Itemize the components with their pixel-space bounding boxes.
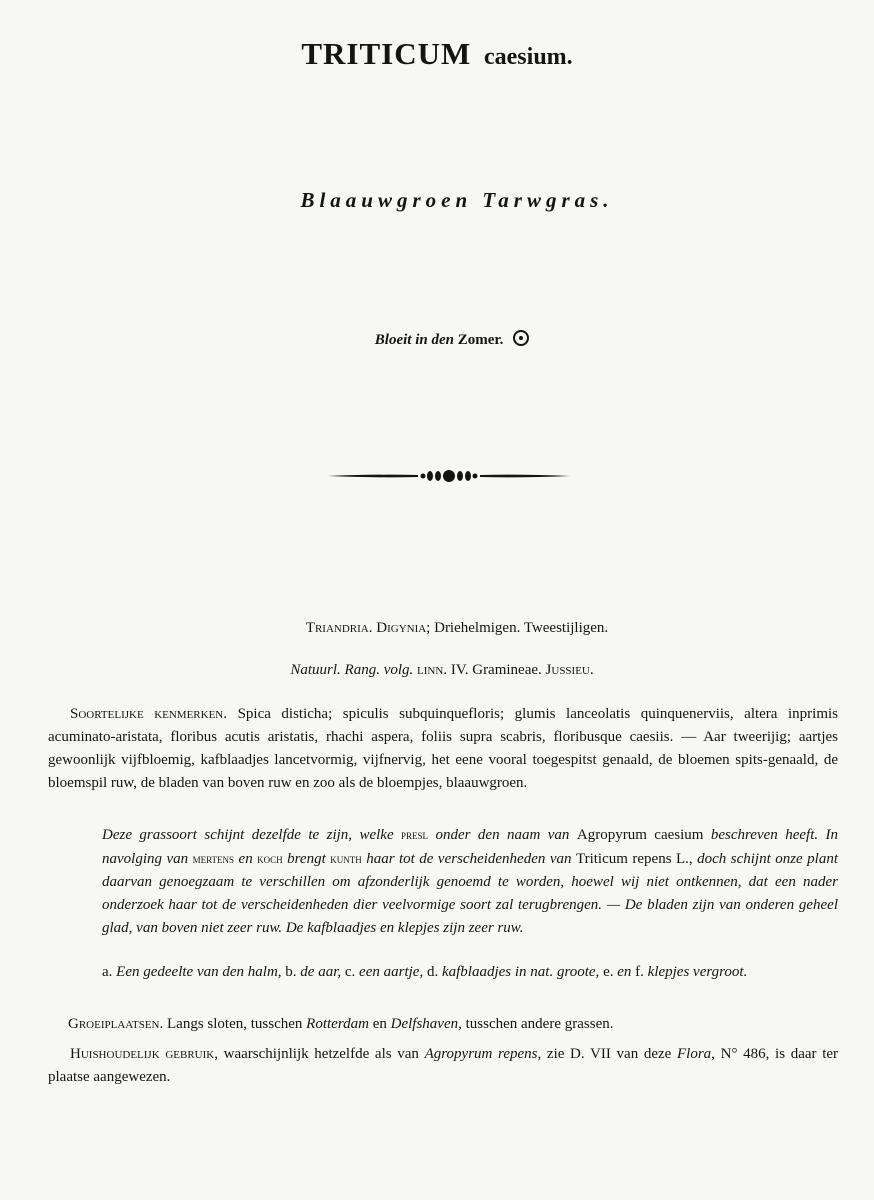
note-text: onder den naam van bbox=[435, 827, 570, 843]
order-latin: Digynia; bbox=[376, 620, 431, 636]
place-rotterdam: Rotterdam bbox=[306, 1016, 369, 1032]
note-text: haar tot de verscheidenheden van bbox=[366, 851, 572, 867]
figure-letter: d. bbox=[426, 964, 439, 980]
remark-paragraph bbox=[102, 823, 838, 940]
habitat-text: tusschen andere grassen. bbox=[465, 1016, 614, 1032]
characters-heading: Soortelijke kenmerken. bbox=[70, 706, 228, 722]
figure-letter: c. bbox=[344, 964, 356, 980]
habitat-paragraph bbox=[68, 1013, 848, 1036]
genus-name: TRITICUM bbox=[301, 36, 472, 71]
use-text: zie D. VII van deze bbox=[546, 1046, 672, 1062]
bloom-season-value: Zomer. bbox=[457, 332, 504, 348]
rank-number: IV. bbox=[450, 662, 469, 678]
author-mertens: mertens bbox=[192, 851, 235, 866]
figure-caption: en bbox=[617, 964, 632, 980]
page-title bbox=[0, 36, 874, 72]
species-triticum-repens: Triticum repens L., bbox=[575, 851, 693, 867]
bloom-season bbox=[0, 330, 874, 349]
author-kunth: kunth bbox=[330, 851, 362, 866]
linnaean-classification bbox=[0, 620, 874, 637]
natural-rank bbox=[0, 662, 874, 679]
figure-caption: Een gedeelte van den halm, bbox=[116, 964, 282, 980]
habitat-text: Langs sloten, tusschen bbox=[167, 1016, 303, 1032]
use-heading: Huishoudelijk gebruik, bbox=[70, 1046, 218, 1062]
figure-legend bbox=[102, 961, 838, 984]
note-text: Deze grassoort schijnt dezelfde te zijn, welke bbox=[102, 827, 394, 843]
annual-symbol-icon bbox=[513, 330, 529, 346]
family-name: Gramineae. bbox=[472, 662, 542, 678]
economic-use-paragraph bbox=[48, 1043, 838, 1089]
figure-letter: a. bbox=[102, 964, 113, 980]
species-characters bbox=[48, 703, 838, 795]
note-text: doch schijnt onze plant daarvan genoegzaam te verschillen om afzonderlijk genoemd te worden, hoewel wij niet ontkennen, dat een nader onderzoek haar tot de verscheidenheden dier veelvormige soort zal terugbrengen. — De bladen zijn van onderen geheel glad, van boven niet zeer ruw. De kafblaadjes en klepjes zijn zeer ruw. bbox=[102, 851, 839, 936]
note-text: beschreven heeft. In navolging van bbox=[102, 827, 839, 867]
figure-caption: klepjes vergroot. bbox=[647, 964, 748, 980]
flora-reference: Flora, bbox=[677, 1046, 715, 1062]
class-dutch: Driehelmigen. bbox=[434, 620, 521, 636]
authority-linnaeus: linn. bbox=[417, 662, 448, 678]
figure-letter: e. bbox=[603, 964, 614, 980]
figure-caption: een aartje, bbox=[359, 964, 424, 980]
use-text: waarschijnlijk hetzelfde als van bbox=[223, 1046, 419, 1062]
habitat-text: en bbox=[372, 1016, 387, 1032]
species-agropyrum-repens: Agropyrum repens, bbox=[424, 1046, 542, 1062]
characters-latin: Spica disticha; spiculis subquinquefloris; glumis lanceolatis quinquenerviis, altera inprimis acuminato-aristata, floribus acutis aristatis, rhachi aspera, foliis supra scabris, floribusque caesiis. bbox=[48, 706, 838, 745]
species-name: caesium. bbox=[484, 44, 573, 70]
characters-dutch: — Aar tweerijig; aartjes gewoonlijk vijfbloemig, kafblaadjes lancetvormig, vijfnervig, het eene vooral toegespitst genaald, de bloemen spits-genaald, de bloemspil ruw, de bladen van boven ruw en zoo als de bloempjes, blaauwgroen. bbox=[48, 729, 838, 791]
class-latin: Triandria. bbox=[305, 620, 373, 636]
use-text: N° 486, is daar ter plaatse aangewezen. bbox=[48, 1046, 839, 1085]
habitat-heading: Groeiplaatsen. bbox=[68, 1016, 164, 1032]
author-presl: presl bbox=[401, 827, 429, 842]
authority-jussieu: Jussieu. bbox=[545, 662, 594, 678]
common-name: Blaauwgroen Tarwgras. bbox=[300, 188, 614, 212]
figure-caption: kafblaadjes in nat. groote, bbox=[441, 964, 600, 980]
ornament-divider-icon bbox=[326, 466, 572, 486]
note-text: en bbox=[238, 851, 253, 867]
figure-caption: de aar, bbox=[300, 964, 342, 980]
author-koch: koch bbox=[257, 851, 283, 866]
natural-rank-label: Natuurl. Rang. volg. bbox=[290, 662, 414, 678]
bloom-label: Bloeit in den bbox=[374, 332, 454, 348]
note-text: brengt bbox=[287, 851, 326, 867]
species-agropyrum-caesium: Agropyrum caesium bbox=[576, 827, 704, 843]
figure-letter: b. bbox=[285, 964, 297, 980]
figure-letter: f. bbox=[635, 964, 644, 980]
place-delfshaven: Delfshaven, bbox=[390, 1016, 462, 1032]
order-dutch: Tweestijligen. bbox=[523, 620, 609, 636]
